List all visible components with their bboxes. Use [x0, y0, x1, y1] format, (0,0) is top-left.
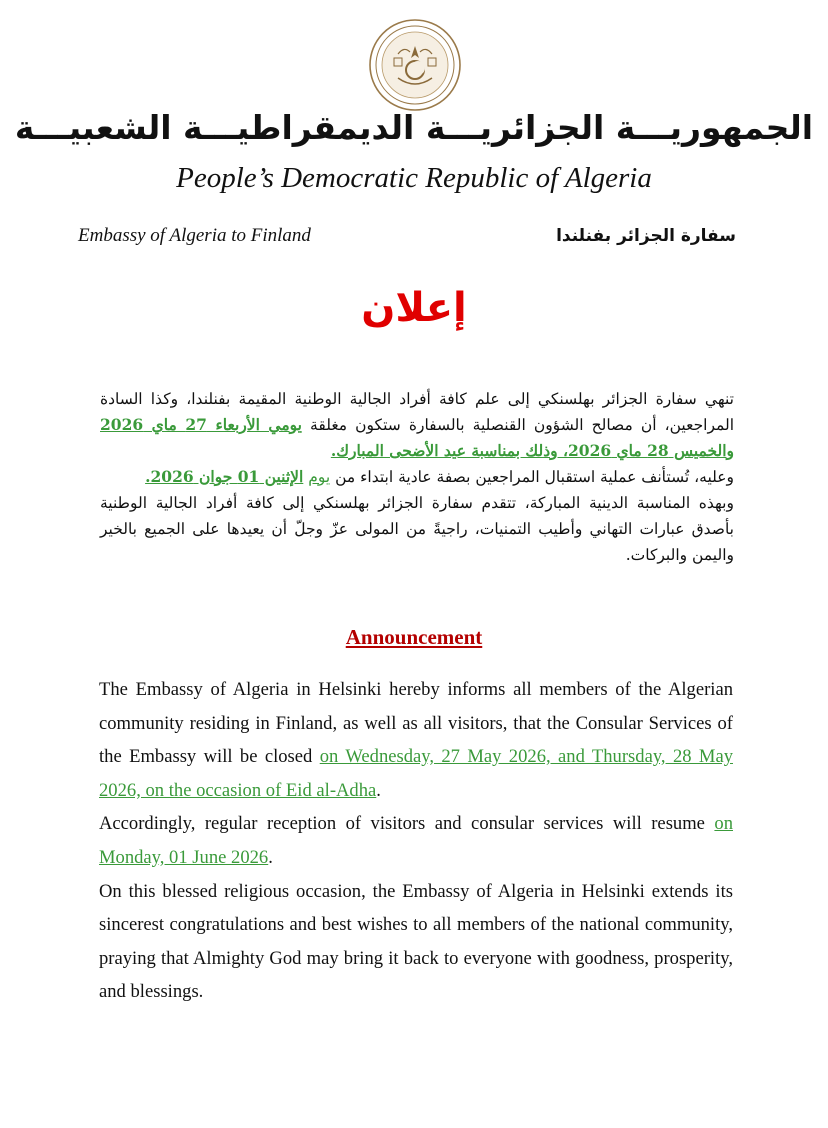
arabic-resume-date: الإثنين 01 جوان 2026.: [145, 467, 304, 486]
arabic-notice-heading: إعلان: [361, 285, 467, 331]
english-p1-end: .: [376, 779, 381, 801]
english-state-title: People’s Democratic Republic of Algeria: [176, 162, 652, 194]
announcement-heading: Announcement: [345, 625, 483, 649]
arabic-resume-day: يوم: [308, 468, 331, 486]
arabic-paragraph-2: [100, 464, 734, 490]
english-paragraph-2: [99, 807, 733, 874]
english-p2-end: .: [268, 846, 273, 868]
arabic-paragraph-1: [100, 386, 734, 464]
english-p2-text: Accordingly, regular reception of visitors and consular services will resume: [99, 813, 715, 835]
english-resume-date: on Monday, 01 June 2026: [99, 813, 733, 868]
arabic-notice-body: [100, 386, 734, 568]
arabic-p2-text: وعليه، تُستأنف عملية استقبال المراجعين بصفة عادية ابتداء من: [330, 468, 734, 486]
arabic-state-title: الجمهوريـــة الجزائريـــة الديمقراطيـــة الشعبيـــة: [14, 108, 814, 147]
embassy-name-english: Embassy of Algeria to Finland: [78, 225, 311, 246]
english-p1-text: The Embassy of Algeria in Helsinki hereby informs all members of the Algerian community residing in Finland, as well as all visitors, that the Consular Services of the Embassy will be closed: [99, 679, 733, 768]
embassy-name-arabic: سفارة الجزائر بفنلندا: [556, 226, 736, 246]
arabic-p1-text: تنهي سفارة الجزائر بهلسنكي إلى علم كافة أفراد الجالية الوطنية المقيمة بفنلندا، وكذا السادة المراجعين، أن مصالح الشؤون القنصلية بالسفارة ستكون مغلقة: [100, 390, 734, 434]
national-emblem-icon: [368, 18, 462, 112]
english-paragraph-1: [99, 673, 733, 807]
arabic-paragraph-3: وبهذه المناسبة الدينية المباركة، تتقدم سفارة الجزائر بهلسنكي إلى كافة أفراد الجالية الوطنية بأصدق عبارات التهاني وأطيب التمنيات، راجيةً من المولى عزّ وجلّ أن يعيدها على الجميع بالخير واليمن والبركات.: [100, 494, 734, 564]
english-paragraph-3: On this blessed religious occasion, the Embassy of Algeria in Helsinki extends its sincerest congratulations and best wishes to all members of the national community, praying that Almighty God may bring it back to everyone with goodness, prosperity, and blessings.: [99, 880, 733, 1003]
english-closure-dates: on Wednesday, 27 May 2026, and Thursday, 28 May 2026, on the occasion of Eid al-Adha: [99, 746, 733, 801]
arabic-closure-dates: يومي الأربعاء 27 ماي 2026 والخميس 28 ماي 2026، وذلك بمناسبة عيد الأضحى المبارك.: [100, 415, 734, 460]
english-notice-body: [99, 673, 733, 1009]
